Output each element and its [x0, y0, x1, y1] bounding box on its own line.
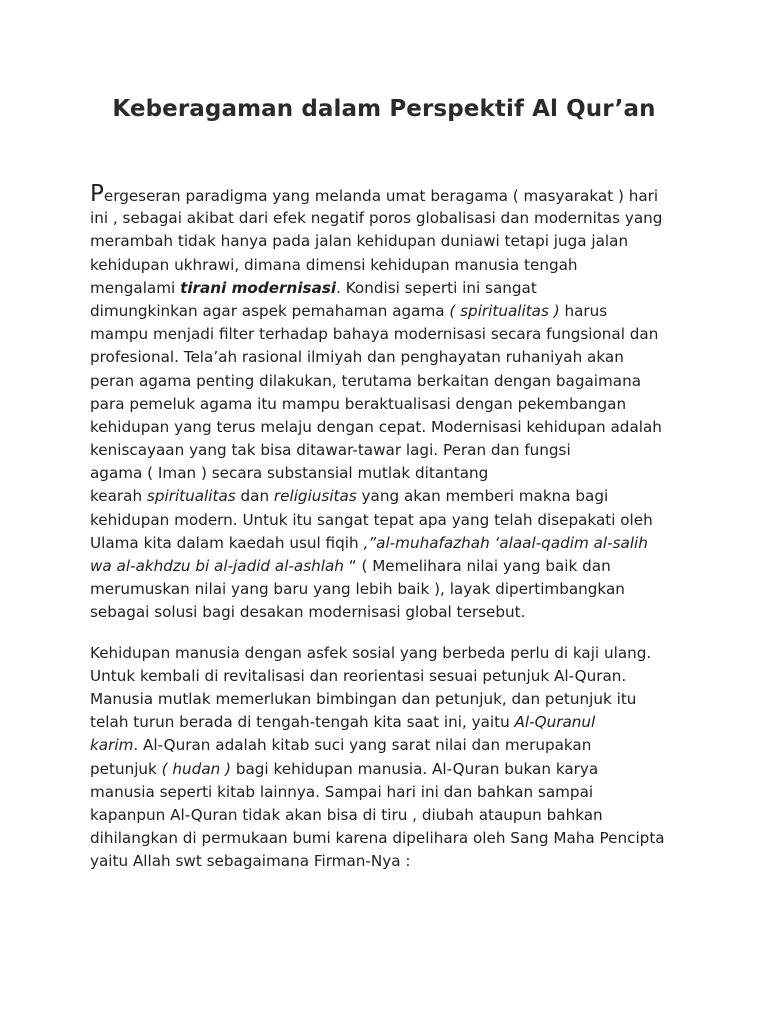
text-run: kehidupan ukhrawi, dimana dimensi kehidupan manusia tengah [90, 255, 578, 274]
text-run: telah turun berada di tengah-tengah kita saat ini, yaitu [90, 713, 515, 732]
drop-cap-letter: P [90, 181, 104, 207]
text-run: merambah tidak hanya pada jalan kehidupan duniawi tetapi juga jalan [90, 232, 629, 251]
text-run: yang akan memberi makna bagi [356, 487, 609, 506]
text-run: agama ( Iman ) secara substansial mutlak ditantang [90, 464, 489, 483]
text-run: dimungkinkan agar aspek pemahaman agama [90, 301, 450, 320]
emphasized-text: ( hudan ) [161, 759, 232, 778]
text-line [90, 850, 690, 873]
emphasized-text: karim [90, 736, 134, 755]
text-run: Untuk kembali di revitalisasi dan reorientasi sesuai petunjuk Al-Quran. [90, 666, 627, 685]
text-run: keniscayaan yang tak bisa ditawar-tawar lagi. Peran dan fungsi [90, 441, 571, 460]
text-line [90, 711, 690, 734]
text-line [90, 485, 690, 508]
paragraph-1 [90, 181, 690, 625]
text-run: kearah [90, 487, 147, 506]
text-line [90, 346, 690, 369]
text-line [90, 254, 690, 277]
text-run: peran agama penting dilakukan, terutama berkaitan dengan bagaimana [90, 371, 642, 390]
text-line [90, 393, 690, 416]
text-run: Ulama kita dalam kaedah usul fiqih [90, 533, 364, 552]
text-run: Kehidupan manusia dengan asfek sosial yang berbeda perlu di kaji ulang. [90, 643, 652, 662]
text-run: . Kondisi seperti ini sangat [336, 278, 537, 297]
emphasized-text: Al-Quranul [514, 713, 596, 732]
paragraph-2 [90, 642, 690, 874]
emphasized-text: spiritualitas [146, 487, 236, 506]
text-run: merumuskan nilai yang baru yang lebih baik ), layak dipertimbangkan [90, 580, 625, 599]
text-run: dihilangkan di permukaan bumi karena dipelihara oleh Sang Maha Pencipta [90, 829, 665, 848]
text-run: mengalami [90, 278, 181, 297]
text-run: . Al-Quran adalah kitab suci yang sarat nilai dan merupakan [133, 736, 592, 755]
document-body [90, 181, 690, 873]
text-line [90, 509, 690, 532]
text-run: profesional. Tela’ah rasional ilmiyah dan penghayatan ruhaniyah akan [90, 348, 624, 367]
text-line [90, 555, 690, 578]
text-run: bagi kehidupan manusia. Al-Quran bukan karya [231, 759, 599, 778]
text-run: manusia seperti kitab lainnya. Sampai hari ini dan bahkan sampai [90, 782, 594, 801]
text-line [90, 827, 690, 850]
text-line [90, 300, 690, 323]
text-run: harus [559, 301, 608, 320]
text-run: petunjuk [90, 759, 162, 778]
text-run: “ ( Memelihara nilai yang baik dan [343, 557, 611, 575]
text-line [90, 804, 690, 827]
text-line [90, 323, 690, 346]
text-line [90, 462, 690, 485]
emphasized-text: ,”al-muhafazhah ‘alaal-qadim al-salih [363, 533, 648, 552]
text-run: sebagai solusi bagi desakan modernisasi global tersebut. [90, 603, 526, 622]
emphasized-text: ( spiritualitas ) [449, 301, 560, 320]
text-line [90, 277, 690, 300]
text-line [90, 642, 690, 665]
text-run: para pemeluk agama itu mampu beraktualisasi dengan pekembangan [90, 394, 627, 413]
text-line [90, 370, 690, 393]
text-line [90, 207, 690, 230]
emphasized-text: wa al-akhdzu bi al-jadid al-ashlah [90, 557, 344, 575]
text-line [90, 601, 690, 624]
text-run: kehidupan modern. Untuk itu sangat tepat apa yang telah disepakati oleh [90, 510, 653, 529]
text-run: Manusia mutlak memerlukan bimbingan dan petunjuk, dan petunjuk itu [90, 689, 637, 708]
text-line [90, 578, 690, 601]
text-line [90, 758, 690, 781]
text-line [90, 734, 690, 757]
text-line [90, 532, 690, 555]
text-line [90, 439, 690, 462]
text-line [90, 781, 690, 804]
text-line [90, 230, 690, 253]
text-line [90, 665, 690, 688]
text-run: dan [235, 487, 274, 506]
text-run: kapanpun Al-Quran tidak akan bisa di tiru , diubah ataupun bahkan [90, 805, 603, 824]
text-run: yaitu Allah swt sebagaimana Firman-Nya : [90, 852, 411, 871]
text-line [90, 416, 690, 439]
emphasized-text: religiusitas [273, 487, 357, 506]
text-run: ergeseran paradigma yang melanda umat beragama ( masyarakat ) hari [103, 187, 659, 205]
text-run: kehidupan yang terus melaju dengan cepat. Modernisasi kehidupan adalah [90, 417, 662, 436]
text-run: mampu menjadi filter terhadap bahaya modernisasi secara fungsional dan [90, 325, 659, 344]
text-line [90, 688, 690, 711]
text-line [90, 181, 690, 207]
document-title: Keberagaman dalam Perspektif Al Qur’an [112, 96, 656, 122]
emphasized-text: tirani modernisasi [180, 278, 337, 297]
text-run: ini , sebagai akibat dari efek negatif poros globalisasi dan modernitas yang [90, 209, 663, 228]
